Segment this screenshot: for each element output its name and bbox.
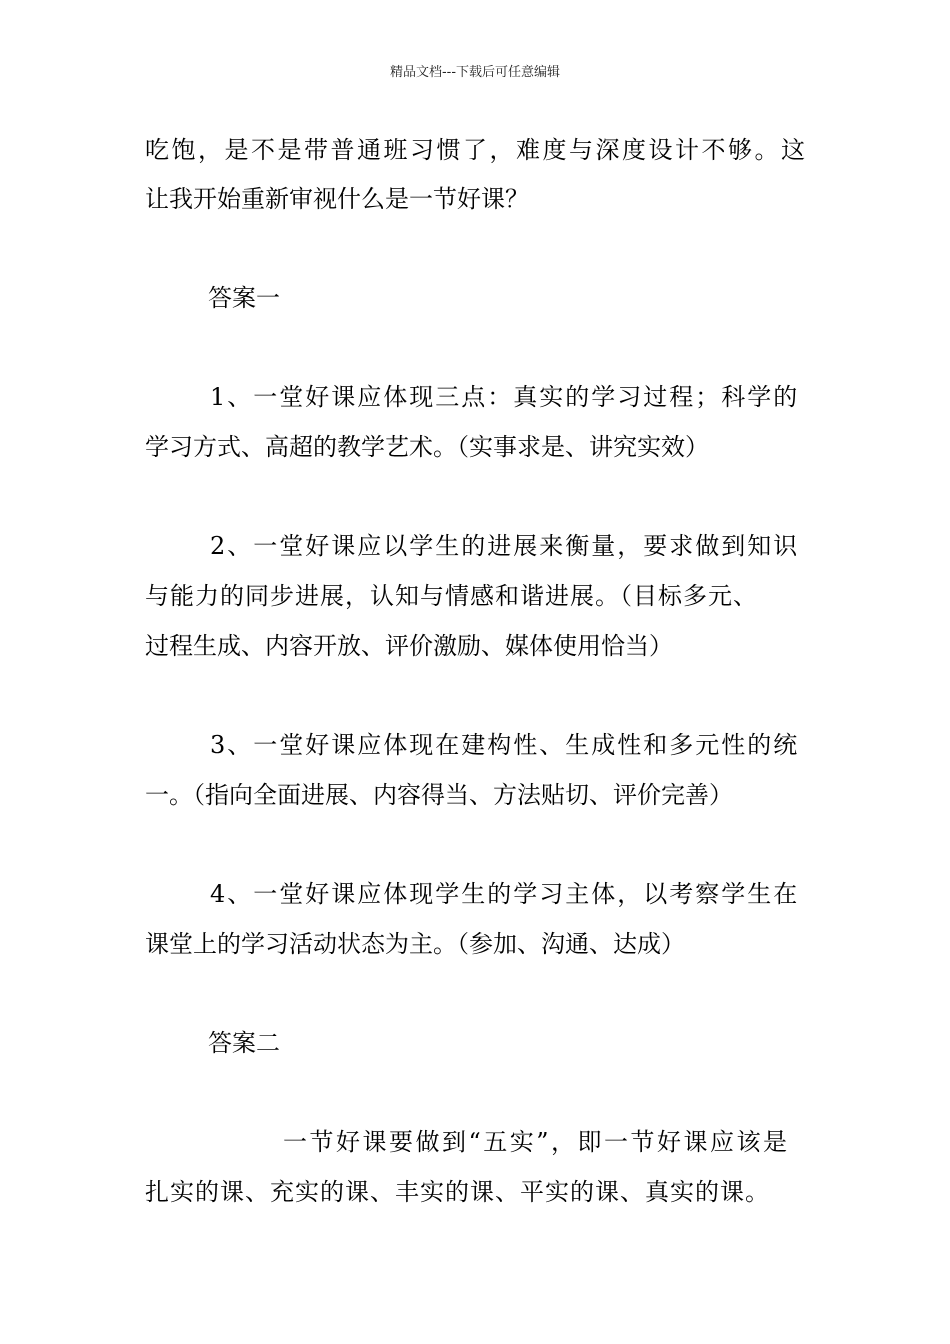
paragraph-intro-line-2: 让我开始重新审视什么是一节好课？ [145, 185, 529, 213]
paragraph-intro-line-1: 吃饱，是不是带普通班习惯了，难度与深度设计不够。这 [145, 136, 808, 164]
item-2-line-3: 过程生成、内容开放、评价激励、媒体使用恰当） [145, 632, 673, 660]
item-4-line-1: 4、一堂好课应体现学生的学习主体，以考察学生在 [210, 880, 800, 908]
answer-2-line-2: 扎实的课、充实的课、丰实的课、平实的课、真实的课。 [145, 1178, 770, 1206]
section-heading-answer-2: 答案二 [208, 1029, 280, 1057]
answer-2-line-1: 一节好课要做到“五实”，即一节好课应该是 [283, 1128, 790, 1156]
item-3-line-2: 一。（指向全面进展、内容得当、方法贴切、评价完善） [145, 781, 733, 809]
item-4-line-2: 课堂上的学习活动状态为主。（参加、沟通、达成） [145, 930, 685, 958]
page-header: 精品文档---下载后可任意编辑 [389, 65, 561, 80]
item-1-line-2: 学习方式、高超的教学艺术。（实事求是、讲究实效） [145, 433, 709, 461]
section-heading-answer-1: 答案一 [208, 284, 280, 312]
item-3-line-1: 3、一堂好课应体现在建构性、生成性和多元性的统 [210, 731, 800, 759]
item-2-line-2: 与能力的同步进展，认知与情感和谐进展。（目标多元、 [145, 582, 758, 610]
item-2-line-1: 2、一堂好课应以学生的进展来衡量，要求做到知识 [210, 532, 800, 560]
item-1-line-1: 1、一堂好课应体现三点：真实的学习过程；科学的 [210, 383, 800, 411]
